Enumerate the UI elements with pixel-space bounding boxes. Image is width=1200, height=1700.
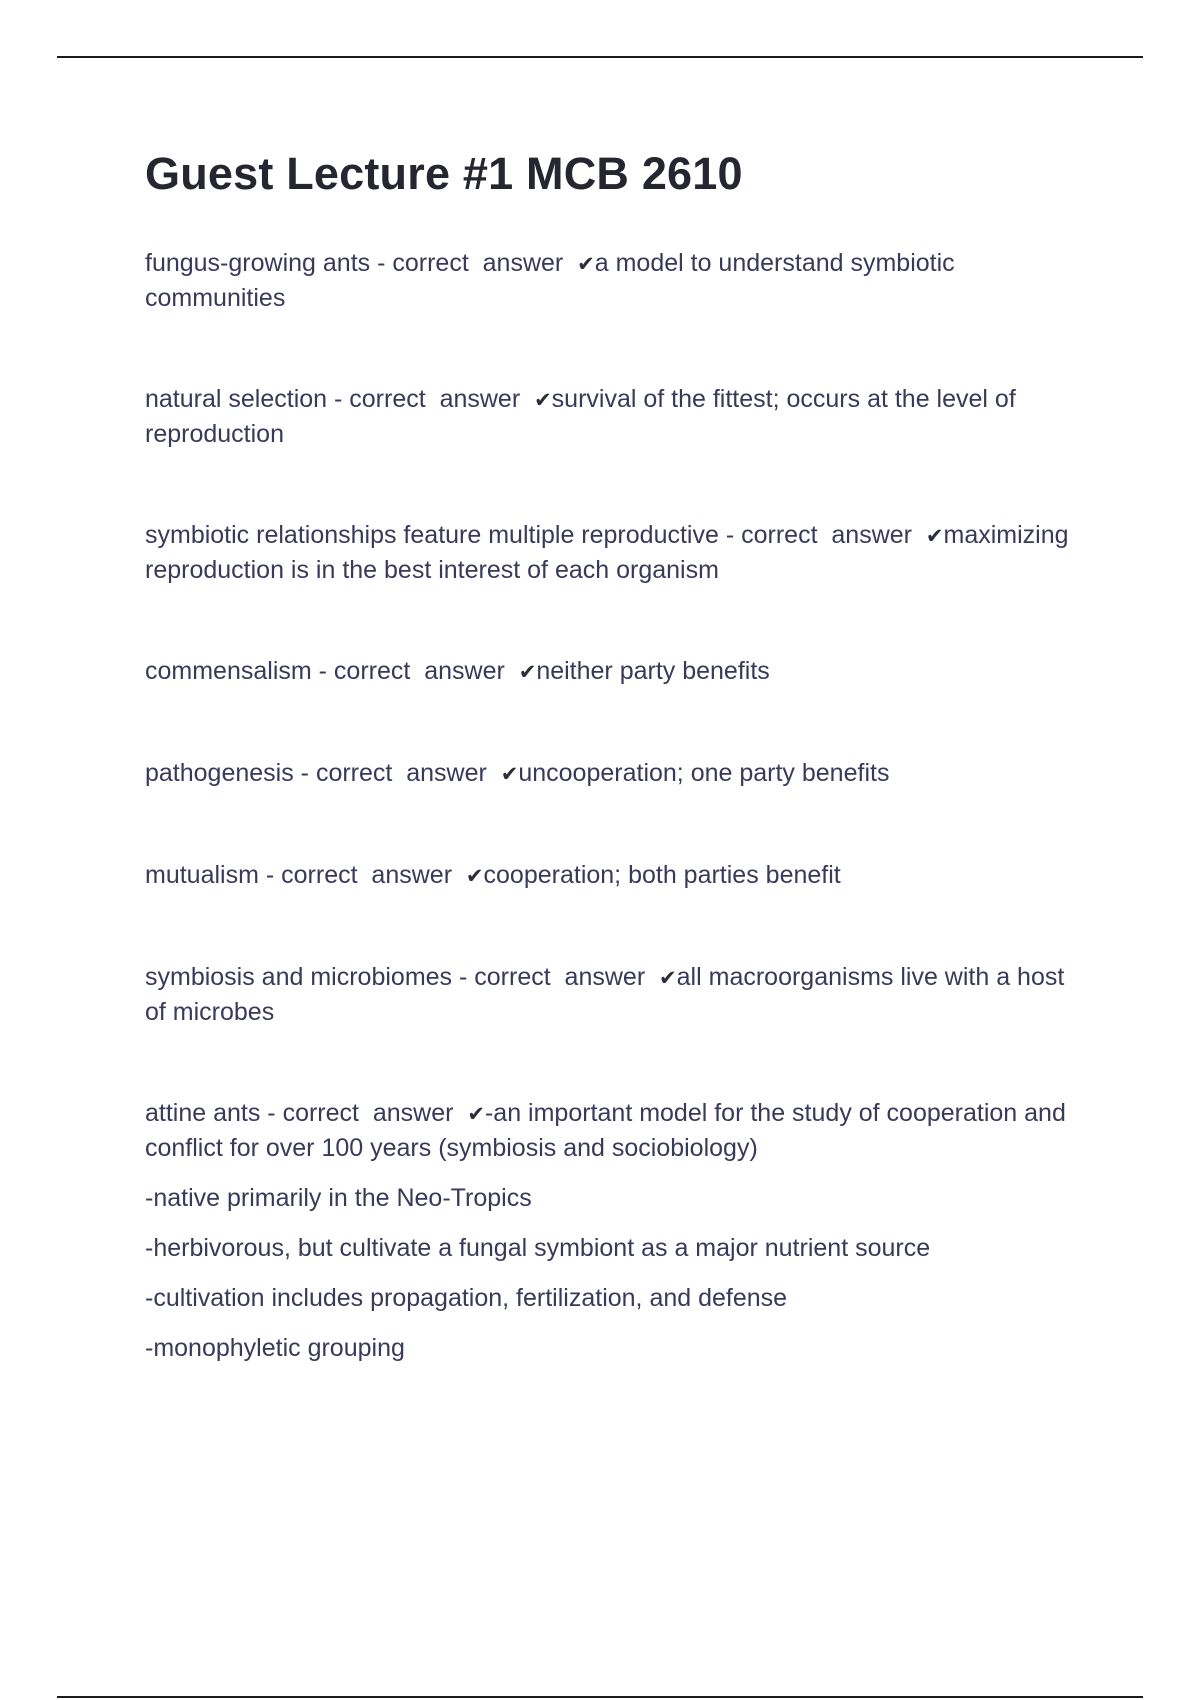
flashcard-entry [145,654,1075,689]
entry-separator: - correct answer [260,1099,468,1127]
entry-term: symbiosis and microbiomes [145,963,453,991]
entry-definition: survival of the fittest; occurs at the level of reproduction [145,385,1016,448]
entry-term: symbiotic relationships feature multiple reproductive [145,521,719,549]
entry-term: commensalism [145,657,312,685]
flashcard-entry [145,518,1075,587]
entry-separator: - correct answer [718,521,926,549]
document-body [145,140,1075,1365]
entry-term: pathogenesis [145,759,294,787]
flashcard-entry [145,382,1075,451]
entry-term: mutualism [145,861,259,889]
flashcard-entry [145,960,1075,1029]
entry-separator: - correct answer [327,385,535,413]
entry-separator: - correct answer [370,249,578,277]
checkmark-icon: ✔ [534,388,552,412]
entry-separator: - correct answer [293,759,501,787]
flashcard-entry [145,756,1075,791]
entry-definition: maximizing reproduction is in the best interest of each organism [145,521,1069,584]
checkmark-icon: ✔ [577,252,595,276]
checkmark-icon: ✔ [500,762,519,786]
attine-detail-line: -herbivorous, but cultivate a fungal symbiont as a major nutrient source [145,1234,931,1262]
top-rule [57,56,1143,58]
entry-definition: a model to understand symbiotic communities [145,249,955,312]
entry-separator: - correct answer [311,657,519,685]
checkmark-icon: ✔ [467,1102,485,1126]
bottom-rule [57,1696,1143,1698]
page-title: Guest Lecture #1 MCB 2610 [145,148,743,199]
entry-definition: all macroorganisms live with a host of microbes [145,963,1065,1026]
checkmark-icon: ✔ [465,864,484,888]
attine-detail-line: -native primarily in the Neo-Tropics [145,1184,532,1212]
entry-term: natural selection [145,385,328,413]
entry-definition: neither party benefits [536,657,770,685]
attine-detail-line: -cultivation includes propagation, fertilization, and defense [145,1284,788,1312]
entry-term: fungus-growing ants [145,249,371,277]
entry-definition: -an important model for the study of cooperation and conflict for over 100 years (symbiosis and sociobiology) [145,1099,1066,1162]
checkmark-icon: ✔ [659,966,677,990]
entry-term: attine ants [145,1099,261,1127]
entry-separator: - correct answer [258,861,466,889]
flashcard-entry [145,1096,1075,1165]
flashcard-list [145,246,1075,1365]
flashcard-entry [145,246,1075,315]
entry-definition: uncooperation; one party benefits [518,759,890,787]
checkmark-icon: ✔ [925,524,944,548]
entry-definition: cooperation; both parties benefit [483,861,841,889]
entry-separator: - correct answer [452,963,660,991]
attine-detail-line: -monophyletic grouping [145,1334,405,1362]
checkmark-icon: ✔ [518,660,537,684]
flashcard-entry [145,858,1075,893]
